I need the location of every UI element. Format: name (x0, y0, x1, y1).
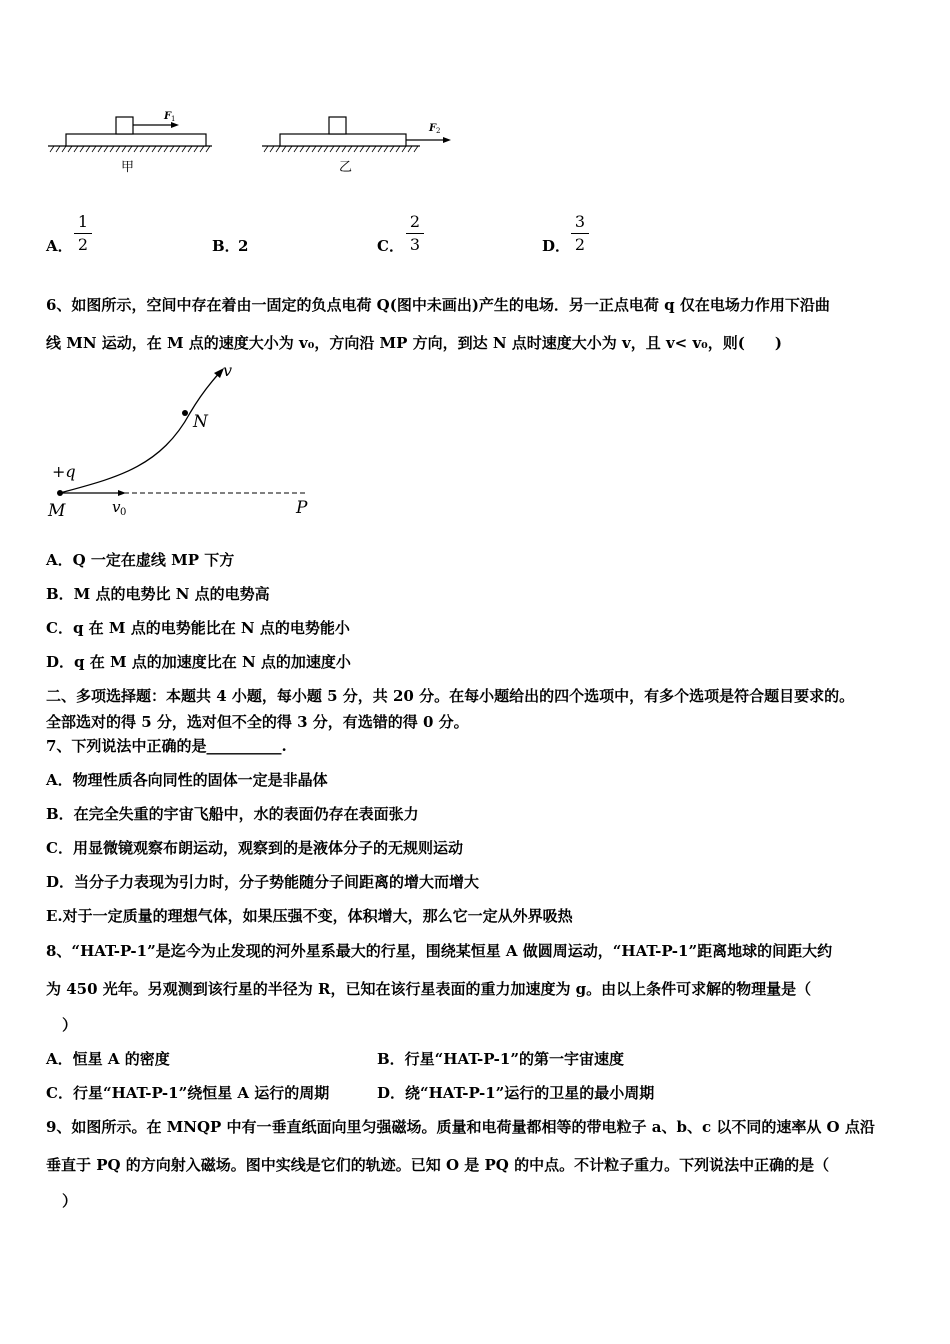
label-v0: v (112, 498, 121, 516)
q5-option-b-label: B． (212, 237, 240, 255)
q5-option-d-label: D． (542, 237, 571, 255)
fraction-denominator: 3 (409, 235, 421, 254)
q7-stem: 7、下列说法中正确的是__________. (46, 737, 287, 755)
board-yi (280, 134, 406, 146)
label-yi: 乙 (339, 160, 353, 175)
q8-stem-line3: ） (62, 1016, 78, 1034)
q7-option-a: A．物理性质各向同性的固体一定是非晶体 (46, 771, 328, 789)
q7-option-d: D．当分子力表现为引力时，分子势能随分子间距离的增大而增大 (46, 873, 480, 891)
trajectory-diagram (40, 358, 330, 524)
point-m (57, 490, 63, 496)
q8-stem-line1: 8、“HAT-P-1”是迄今为止发现的河外星系最大的行星，围绕某恒星 A 做圆周运动，“HAT-P-1”距离地球的间距大约 (46, 942, 833, 960)
fraction-numerator: 2 (409, 212, 421, 231)
q7-option-b: B．在完全失重的宇宙飞船中，水的表面仍存在表面张力 (46, 805, 419, 823)
q6-option-b: B．M 点的电势比 N 点的电势高 (46, 585, 270, 603)
q5-option-a-fraction (74, 212, 92, 255)
force-label-f2-sub: 2 (436, 127, 441, 135)
block-jia (116, 117, 133, 134)
q6-option-d: D．q 在 M 点的加速度比在 N 点的加速度小 (46, 653, 351, 671)
q7-option-e: E.对于一定质量的理想气体，如果压强不变，体积增大，那么它一定从外界吸热 (46, 907, 573, 925)
diagram-yi (262, 117, 451, 175)
label-v: v (223, 361, 233, 380)
q8-option-b: B．行星“HAT-P-1”的第一宇宙速度 (377, 1050, 624, 1068)
force-label-f1-sub: 1 (171, 115, 176, 123)
label-n: N (193, 412, 208, 432)
q5-option-c-label: C． (377, 237, 404, 255)
label-plus-q: +q (52, 462, 76, 481)
q9-stem-line3: ） (62, 1192, 78, 1210)
section2-line1: 二、多项选择题：本题共 4 小题，每小题 5 分，共 20 分。在每小题给出的四个选项中，有多个选项是符合题目要求的。 (46, 687, 855, 705)
q5-option-d-fraction (571, 212, 589, 255)
q5-option-c-fraction (406, 212, 424, 255)
q6-option-a: A．Q 一定在虚线 MP 下方 (46, 551, 235, 569)
label-m: M (48, 501, 66, 521)
fraction-numerator: 1 (77, 212, 89, 231)
diagram-jia (48, 111, 212, 175)
q7-option-c: C．用显微镜观察布朗运动，观察到的是液体分子的无规则运动 (46, 839, 463, 857)
label-v0-sub: 0 (120, 507, 127, 518)
block-yi (329, 117, 346, 134)
q6-option-c: C．q 在 M 点的电势能比在 N 点的电势能小 (46, 619, 350, 637)
q6-stem-line1: 6、如图所示，空间中存在着由一固定的负点电荷 Q(图中未画出)产生的电场．另一正点电荷 q 仅在电场力作用下沿曲 (46, 296, 830, 314)
label-jia: 甲 (121, 160, 135, 175)
point-n (182, 410, 188, 416)
label-p: P (296, 498, 308, 518)
q8-stem-line2: 为 450 光年。另观测到该行星的半径为 R，已知在该行星表面的重力加速度为 g。由以上条件可求解的物理量是（ (46, 980, 812, 998)
q9-stem-line2: 垂直于 PQ 的方向射入磁场。图中实线是它们的轨迹。已知 O 是 PQ 的中点。不计粒子重力。下列说法中正确的是（ (46, 1156, 830, 1174)
q6-stem-line2: 线 MN 运动，在 M 点的速度大小为 v₀，方向沿 MP 方向，到达 N 点时速度大小为 v，且 v< v₀，则( ) (46, 334, 782, 352)
q8-option-d: D．绕“HAT-P-1”运行的卫星的最小周期 (377, 1084, 655, 1102)
force-diagram (40, 100, 470, 180)
fraction-numerator: 3 (574, 212, 586, 231)
q8-option-c: C．行星“HAT-P-1”绕恒星 A 运行的周期 (46, 1084, 330, 1102)
q8-option-a: A．恒星 A 的密度 (46, 1050, 170, 1068)
section2-line2: 全部选对的得 5 分，选对但不全的得 3 分，有选错的得 0 分。 (46, 713, 469, 731)
force-label-f1: F (164, 111, 172, 122)
fraction-denominator: 2 (574, 235, 586, 254)
q5-option-b-value: 2 (238, 237, 249, 255)
board-jia (66, 134, 206, 146)
q5-option-a-label: A． (46, 237, 73, 255)
force-label-f2: F (429, 123, 437, 134)
q9-stem-line1: 9、如图所示。在 MNQP 中有一垂直纸面向里匀强磁场。质量和电荷量都相等的带电粒子 a、b、c 以不同的速率从 O 点沿 (46, 1118, 875, 1136)
fraction-denominator: 2 (77, 235, 89, 254)
